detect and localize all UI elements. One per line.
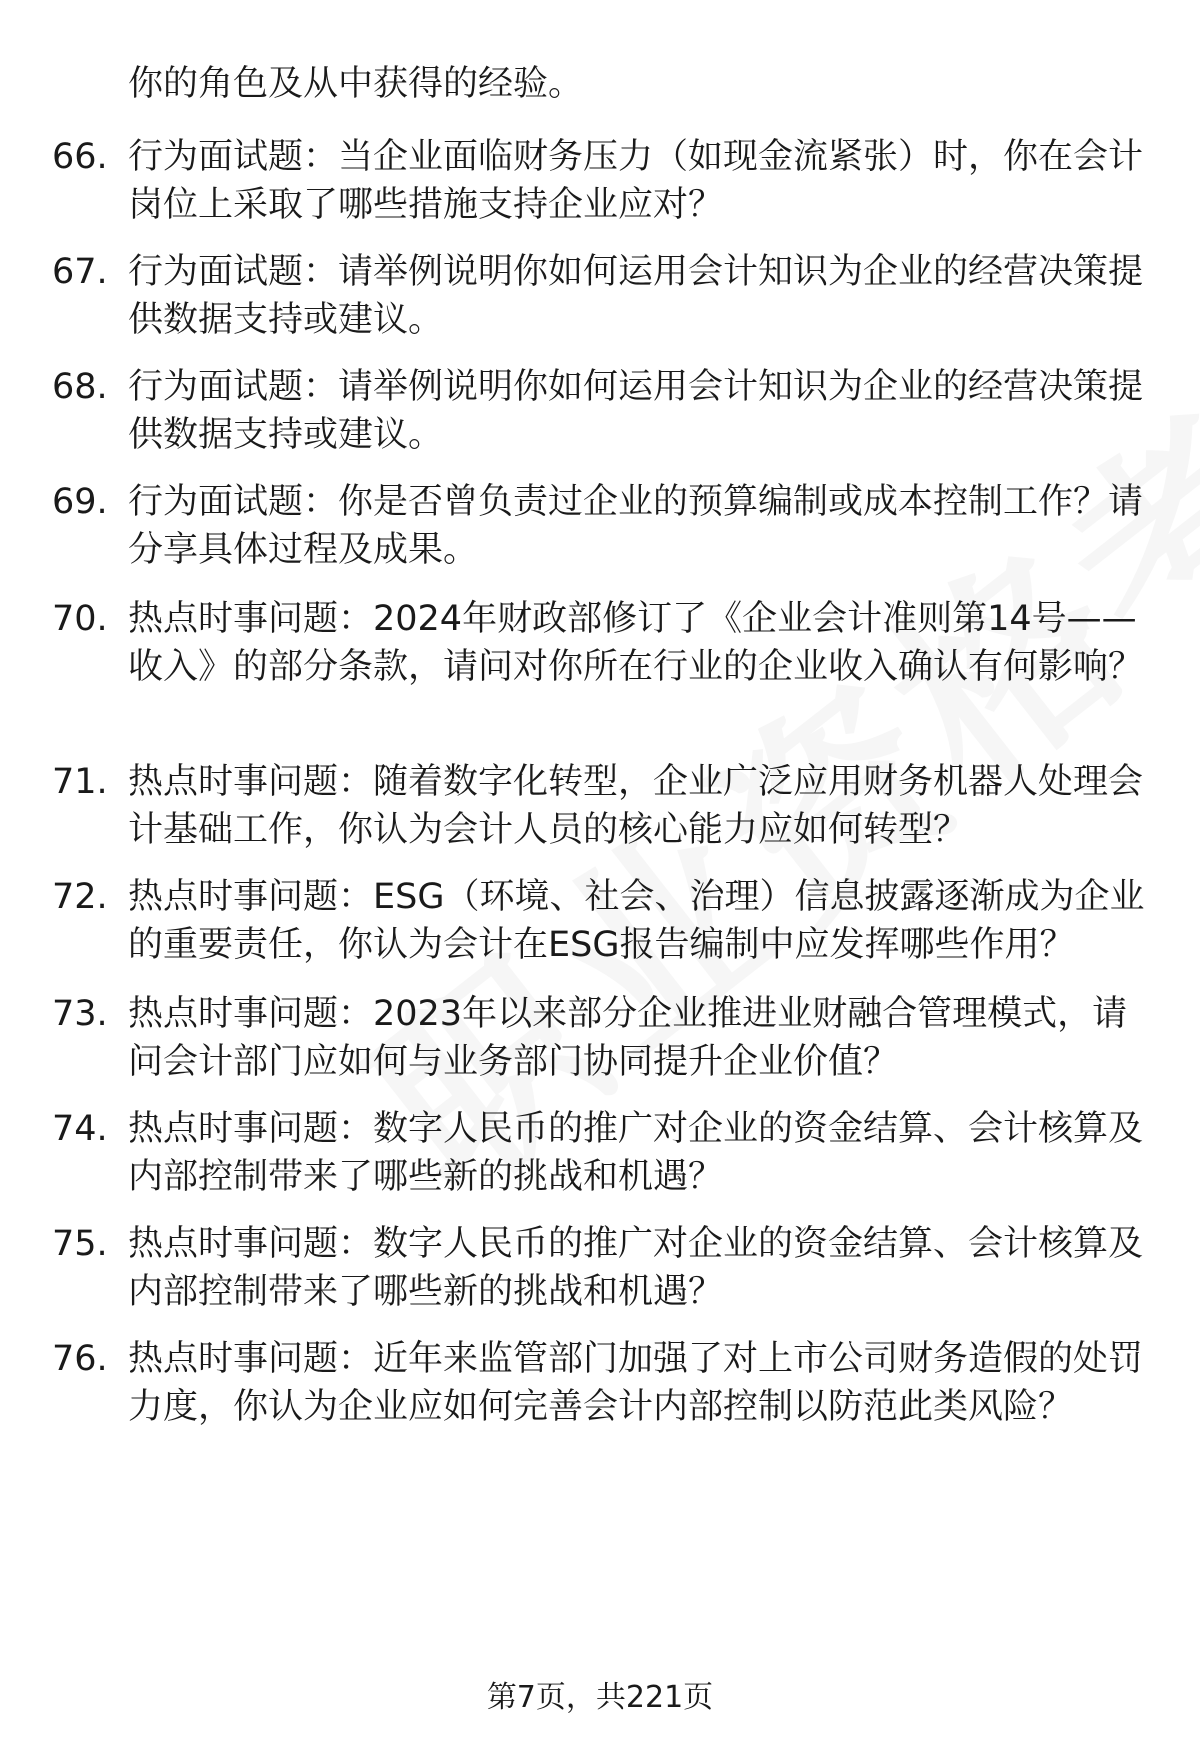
question-number: 69. — [52, 482, 108, 522]
question-text: 行为面试题：请举例说明你如何运用会计知识为企业的经营决策提供数据支持或建议。 — [128, 252, 1144, 340]
question-number: 66. — [52, 137, 108, 177]
question-text: 热点时事问题：ESG（环境、社会、治理）信息披露逐渐成为企业的重要责任，你认为会计在ESG报告编制中应发挥哪些作用？ — [128, 877, 1145, 965]
question-text: 热点时事问题：随着数字化转型，企业广泛应用财务机器人处理会计基础工作，你认为会计人员的核心能力应如何转型？ — [128, 762, 1144, 850]
question-text: 行为面试题：你是否曾负责过企业的预算编制或成本控制工作？请分享具体过程及成果。 — [128, 482, 1144, 570]
question-number: 74. — [52, 1109, 108, 1149]
question-number: 73. — [52, 994, 108, 1034]
question-number: 67. — [52, 252, 108, 292]
question-text: 行为面试题：当企业面临财务压力（如现金流紧张）时，你在会计岗位上采取了哪些措施支持企业应对？ — [128, 137, 1144, 225]
question-number: 75. — [52, 1224, 108, 1264]
question-text: 热点时事问题：2024年财政部修订了《企业会计准则第14号——收入》的部分条款，请问对你所在行业的企业收入确认有何影响？ — [128, 599, 1144, 687]
question-text: 热点时事问题：数字人民币的推广对企业的资金结算、会计核算及内部控制带来了哪些新的挑战和机遇？ — [128, 1224, 1144, 1312]
question-text: 热点时事问题：2023年以来部分企业推进业财融合管理模式，请问会计部门应如何与业务部门协同提升企业价值？ — [128, 994, 1128, 1082]
question-text: 热点时事问题：数字人民币的推广对企业的资金结算、会计核算及内部控制带来了哪些新的挑战和机遇？ — [128, 1109, 1144, 1197]
question-number: 68. — [52, 367, 108, 407]
question-number: 71. — [52, 762, 108, 802]
question-number: 72. — [52, 877, 108, 917]
continued-text: 你的角色及从中获得的经验。 — [128, 64, 584, 104]
question-text: 行为面试题：请举例说明你如何运用会计知识为企业的经营决策提供数据支持或建议。 — [128, 367, 1144, 455]
page-footer: 第7页，共221页 — [486, 1680, 714, 1715]
question-text: 热点时事问题：近年来监管部门加强了对上市公司财务造假的处罚力度，你认为企业应如何完善会计内部控制以防范此类风险？ — [128, 1339, 1144, 1427]
question-number: 76. — [52, 1339, 108, 1379]
question-number: 70. — [52, 599, 108, 639]
